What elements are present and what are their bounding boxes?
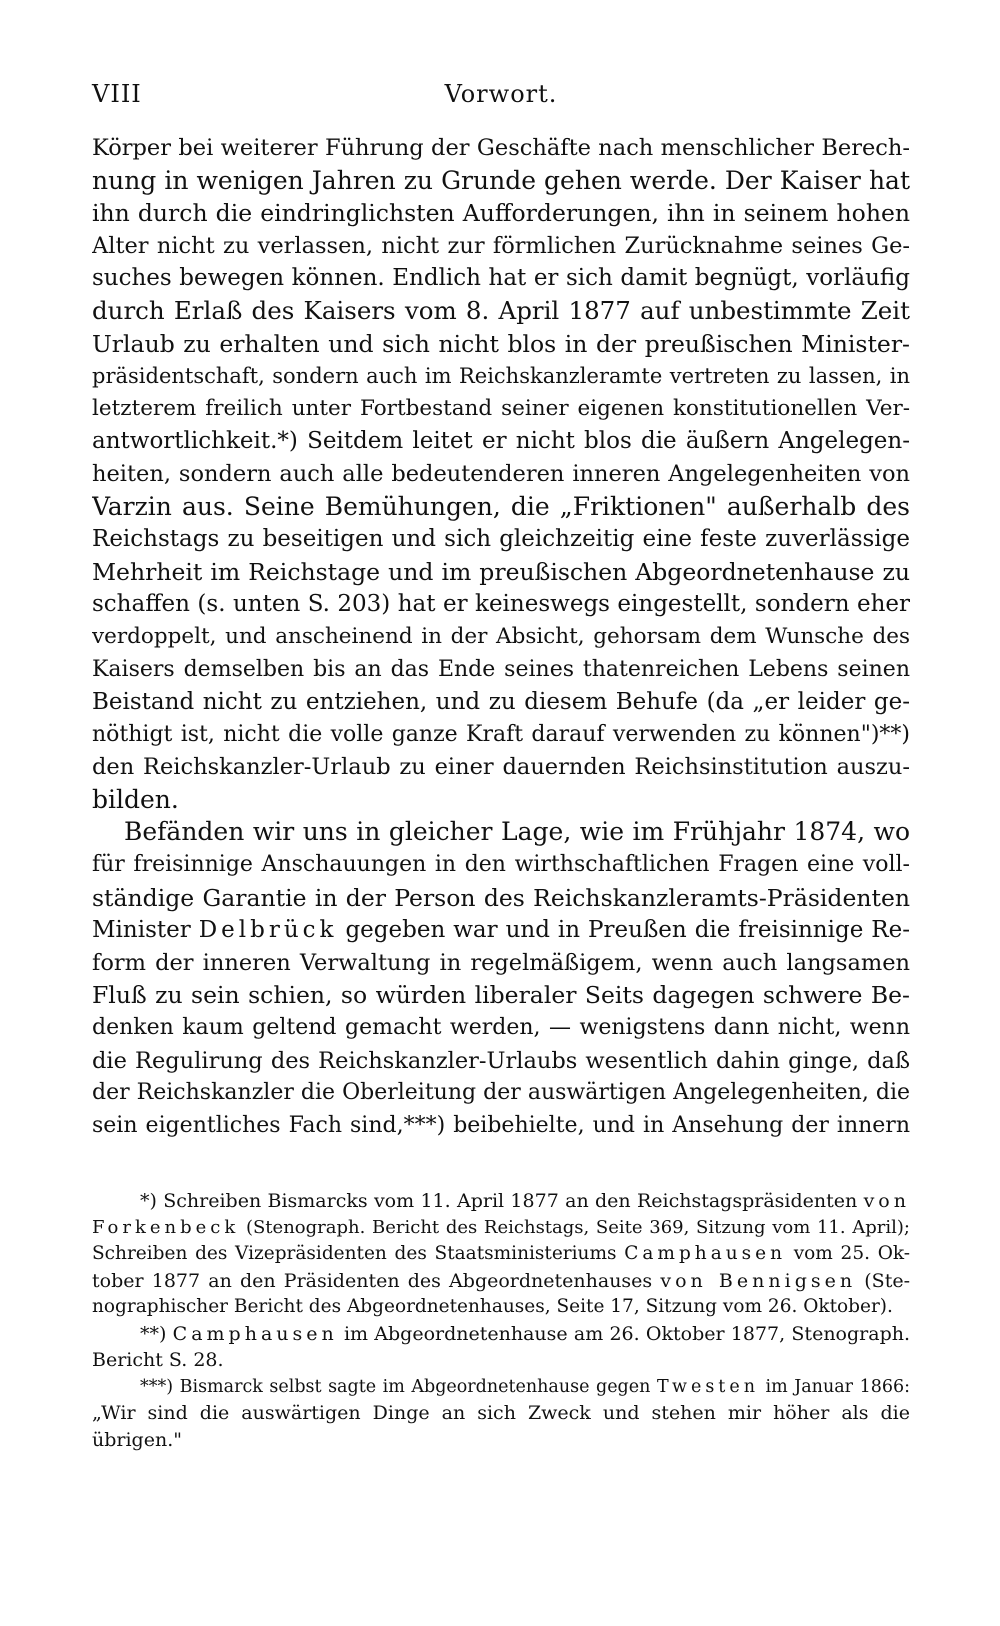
text-line: sein eigentliches Fach sind,***) beibehielte, und in Ansehung der innern <box>92 1112 910 1138</box>
footnote-line: übrigen." <box>92 1428 182 1451</box>
text-line: letzterem freilich unter Fortbestand seiner eigenen konstitutionellen Ver- <box>92 395 910 421</box>
footnote-line <box>92 1188 910 1215</box>
text-line: form der inneren Verwaltung in regelmäßigem, wenn auch langsamen <box>92 949 910 976</box>
person-name: Delbrück <box>198 917 338 944</box>
person-name: Camphausen <box>172 1322 338 1345</box>
text-line: der Reichskanzler die Oberleitung der auswärtigen Angelegenheiten, die <box>92 1080 910 1106</box>
text-line: Alter nicht zu verlassen, nicht zur förmlichen Zurücknahme seines Ge- <box>92 232 910 259</box>
text-line: Fluß zu sein schien, so würden liberaler Seits dagegen schwere Be- <box>92 981 910 1010</box>
text-line <box>92 914 910 947</box>
footnote-line: Bericht S. 28. <box>92 1349 224 1371</box>
text-line: Mehrheit im Reichstage und im preußischen Abgeordnetenhause zu <box>92 557 910 586</box>
footnote-line <box>92 1215 910 1242</box>
person-name: Forkenbeck <box>92 1216 240 1238</box>
person-name: von <box>863 1190 910 1212</box>
header-title: Vorwort. <box>444 80 558 108</box>
text-line: ihn durch die eindringlichsten Aufforderungen, ihn in seinem hohen <box>92 199 910 228</box>
text-line: Körper bei weiterer Führung der Geschäfte nach menschlicher Berech- <box>92 135 910 161</box>
text-line: Beistand nicht zu entziehen, und zu diesem Behufe (da „er leider ge- <box>92 689 910 716</box>
running-head <box>92 80 910 120</box>
text-fragment: im Abgeordnetenhause am 26. Oktober 1877, Stenograph. <box>337 1322 910 1345</box>
person-name: Camphausen <box>624 1243 787 1264</box>
text-fragment: (Stenograph. Bericht des Reichstags, Seite 369, Sitzung vom 11. April); <box>239 1216 910 1238</box>
text-line: präsidentschaft, sondern auch im Reichskanzleramte vertreten zu lassen, in <box>92 364 910 389</box>
footnote-line: „Wir sind die auswärtigen Dinge an sich Zweck und stehen mir höher als die <box>92 1402 910 1424</box>
footnote-line: nographischer Bericht des Abgeordnetenhauses, Seite 17, Sitzung vom 26. Oktober). <box>92 1296 893 1317</box>
text-line: Varzin aus. Seine Bemühungen, die „Friktionen" außerhalb des <box>92 491 910 521</box>
text-line: durch Erlaß des Kaisers vom 8. April 1877 auf unbestimmte Zeit <box>92 295 910 325</box>
person-name: Twesten <box>656 1376 759 1397</box>
footnotes <box>92 1188 910 1453</box>
text-fragment: **) <box>140 1322 173 1345</box>
text-fragment: ***) Bismarck selbst sagte im Abgeordnetenhause gegen <box>140 1376 657 1397</box>
text-line: ständige Garantie in der Person des Reichskanzleramts-Präsidenten <box>92 883 910 912</box>
text-fragment: Minister <box>92 917 199 944</box>
text-fragment: (Ste- <box>856 1269 910 1292</box>
text-fragment: *) Schreiben Bismarcks vom 11. April 1877 an den Reichstagspräsidenten <box>140 1190 864 1212</box>
page-number: VIII <box>92 80 142 108</box>
text-line: nung in wenigen Jahren zu Grunde gehen werde. Der Kaiser hat <box>92 165 910 195</box>
text-fragment: vom 25. Ok- <box>786 1243 910 1264</box>
text-line: heiten, sondern auch alle bedeutenderen inneren Angelegenheiten von <box>92 460 910 487</box>
footnote-line <box>92 1268 910 1295</box>
text-fragment: im Januar 1866: <box>758 1376 910 1397</box>
footnote-line <box>92 1321 910 1348</box>
text-line: antwortlichkeit.*) Seitdem leitet er nicht blos die äußern Angelegen- <box>92 428 910 455</box>
text-fragment: gegeben war und in Preußen die freisinnige Re- <box>337 917 910 944</box>
footnote-line <box>92 1241 910 1268</box>
text-line: Befänden wir uns in gleicher Lage, wie im Frühjahr 1874, wo <box>124 817 910 847</box>
text-line: für freisinnige Anschauungen in den wirthschaftlichen Fragen eine voll- <box>92 852 910 878</box>
text-line: verdoppelt, und anscheinend in der Absicht, gehorsam dem Wunsche des <box>92 623 910 649</box>
text-line: Kaisers demselben bis an das Ende seines thatenreichen Lebens seinen <box>92 656 910 682</box>
text-fragment: Schreiben des Vizepräsidenten des Staatsministeriums <box>92 1243 625 1264</box>
main-text <box>92 132 910 1142</box>
footnote-line <box>92 1374 910 1401</box>
text-line: nöthigt ist, nicht die volle ganze Kraft darauf verwenden zu können")**) <box>92 721 910 747</box>
text-line: bilden. <box>92 784 179 814</box>
text-line: Reichstags zu beseitigen und sich gleichzeitig eine feste zuverlässige <box>92 526 910 553</box>
person-name: von Bennigsen <box>660 1269 857 1292</box>
text-line: suches bewegen können. Endlich hat er sich damit begnügt, vorläufig <box>92 265 910 292</box>
text-line: die Regulirung des Reichskanzler-Urlaubs wesentlich dahin ginge, daß <box>92 1047 910 1074</box>
text-line: Urlaub zu erhalten und sich nicht blos in der preußischen Minister- <box>92 329 910 358</box>
text-line: denken kaum geltend gemacht werden, — wenigstens dann nicht, wenn <box>92 1015 910 1041</box>
text-fragment: tober 1877 an den Präsidenten des Abgeordnetenhauses <box>92 1269 661 1292</box>
text-line: schaffen (s. unten S. 203) hat er keineswegs eingestellt, sondern eher <box>92 591 910 618</box>
text-line: den Reichskanzler-Urlaub zu einer dauernden Reichsinstitution auszu- <box>92 754 910 781</box>
